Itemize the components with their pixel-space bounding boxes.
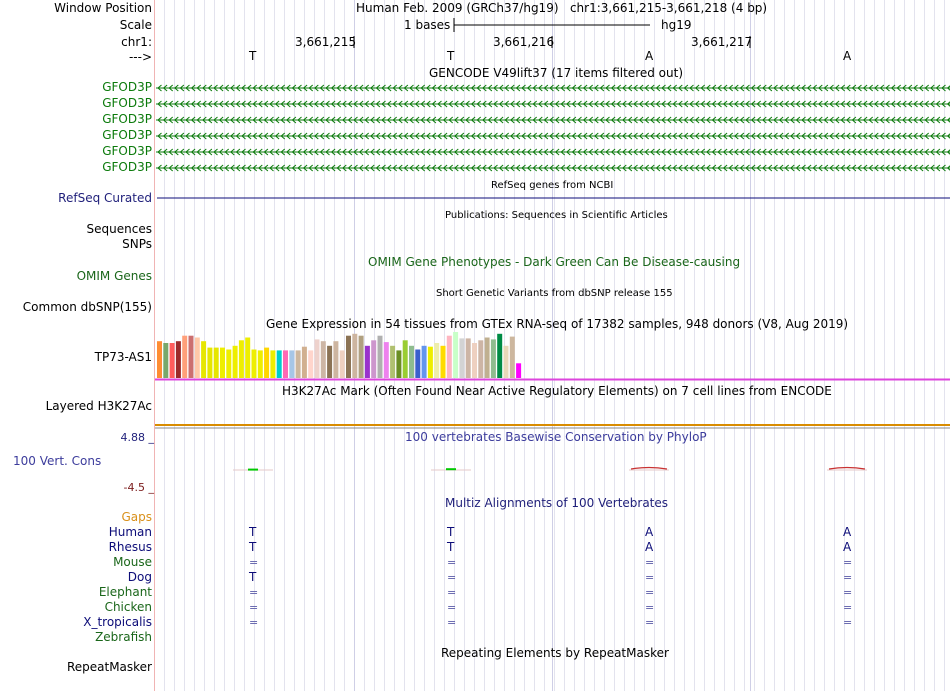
gtex-tissue-bar: [510, 337, 515, 378]
gtex-tissue-bar: [277, 350, 282, 378]
gtex-tissue-bar: [239, 340, 244, 378]
gtex-tissue-bar: [195, 338, 200, 379]
window-position-value: Human Feb. 2009 (GRCh37/hg19) chr1:3,661,215-3,661,218 (4 bp): [356, 1, 768, 15]
phylop-label[interactable]: 100 Vert. Cons: [13, 454, 102, 468]
phylop-ymax: 4.88 _: [120, 431, 154, 444]
alignment-base: =: [249, 586, 259, 599]
gtex-tissue-bar: [245, 338, 250, 379]
phylop-title[interactable]: 100 vertebrates Basewise Conservation by PhyloP: [405, 430, 707, 444]
gencode-transcript[interactable]: [155, 115, 950, 125]
chrom-label: chr1:: [121, 35, 152, 49]
refseq-label[interactable]: RefSeq Curated: [58, 191, 152, 205]
scale-value: 1 bases: [404, 18, 451, 32]
alignment-base: T: [249, 570, 257, 584]
gtex-tissue-bar: [233, 346, 238, 378]
alignment-base: A: [843, 540, 852, 554]
gtex-title[interactable]: Gene Expression in 54 tissues from GTEx RNA-seq of 17382 samples, 948 donors (V8, Aug 2019): [266, 317, 849, 331]
alignment-base: =: [843, 616, 853, 629]
gtex-tissue-bar: [504, 346, 509, 378]
phylop-plot[interactable]: [155, 448, 950, 488]
position-tick-1: 3,661,215: [295, 35, 357, 49]
gencode-item-label[interactable]: GFOD3P: [102, 96, 152, 110]
omim-title[interactable]: OMIM Gene Phenotypes - Dark Green Can Be Disease-causing: [368, 255, 741, 269]
gtex-tissue-bar: [207, 348, 212, 378]
gtex-tissue-bar: [365, 346, 370, 378]
alignment-base: =: [645, 586, 655, 599]
species-label[interactable]: Elephant: [98, 585, 152, 599]
dbsnp-title[interactable]: Short Genetic Variants from dbSNP release 155: [436, 288, 673, 299]
gtex-tissue-bar: [359, 336, 364, 378]
species-label[interactable]: Dog: [127, 570, 152, 584]
alignment-base: =: [843, 586, 853, 599]
alignment-base: A: [645, 525, 654, 539]
gaps-label[interactable]: Gaps: [121, 510, 152, 524]
alignment-base: =: [447, 586, 457, 599]
gencode-item-label[interactable]: GFOD3P: [102, 128, 152, 142]
gencode-item-label[interactable]: GFOD3P: [102, 160, 152, 174]
alignment-base: =: [843, 571, 853, 584]
gtex-tissue-bar: [264, 348, 269, 378]
gtex-tissue-bar: [252, 350, 257, 379]
phylop-score-mark: [829, 468, 865, 470]
alignment-base: T: [447, 540, 455, 554]
scale-bar: [450, 15, 650, 35]
gencode-transcript[interactable]: [155, 131, 950, 141]
gtex-tissue-bar: [390, 346, 395, 378]
gtex-tissue-bar: [176, 341, 181, 378]
gtex-tissue-bar: [497, 334, 502, 378]
gtex-tissue-bar: [226, 350, 231, 379]
species-label[interactable]: Chicken: [104, 600, 152, 614]
snps-label[interactable]: SNPs: [122, 237, 152, 251]
gtex-tissue-bar: [308, 350, 313, 378]
gtex-tissue-bar: [396, 350, 401, 378]
alignment-base: =: [843, 556, 853, 569]
gtex-tissue-bar: [296, 350, 301, 378]
species-label[interactable]: Human: [108, 525, 152, 539]
phylop-ymin: -4.5 _: [123, 481, 154, 494]
gtex-tissue-bar: [491, 339, 496, 378]
alignment-base: A: [843, 525, 852, 539]
gtex-tissue-bar: [516, 363, 521, 378]
phylop-score-mark: [446, 468, 456, 470]
alignment-base: =: [843, 601, 853, 614]
gencode-transcript[interactable]: [155, 147, 950, 157]
alignment-base: =: [447, 571, 457, 584]
alignment-base: =: [645, 571, 655, 584]
ruler-base-3: A: [645, 49, 654, 63]
gtex-tissue-bar: [170, 343, 175, 378]
species-label[interactable]: Mouse: [113, 555, 152, 569]
alignment-base: =: [645, 601, 655, 614]
gencode-item-label[interactable]: GFOD3P: [102, 144, 152, 158]
position-tick-3: 3,661,217: [691, 35, 753, 49]
gtex-tissue-bar: [472, 343, 477, 378]
alignment-base: =: [447, 601, 457, 614]
gtex-tissue-bar: [441, 346, 446, 378]
phylop-score-mark: [248, 469, 258, 471]
omim-label[interactable]: OMIM Genes: [76, 269, 152, 283]
alignment-base: T: [447, 525, 455, 539]
gtex-tissue-bar: [340, 350, 345, 378]
species-label[interactable]: X_tropicalis: [83, 615, 152, 629]
gtex-tissue-bar: [422, 346, 427, 378]
alignment-base: =: [447, 556, 457, 569]
multiz-title[interactable]: Multiz Alignments of 100 Vertebrates: [445, 496, 669, 510]
gtex-tissue-bar: [157, 341, 162, 378]
gtex-tissue-bar: [485, 338, 490, 379]
gtex-tissue-bar: [466, 338, 471, 378]
h3k27ac-title[interactable]: H3K27Ac Mark (Often Found Near Active Regulatory Elements) on 7 cell lines from ENCODE: [282, 384, 832, 398]
alignment-base: =: [645, 616, 655, 629]
gtex-tissue-bar: [384, 342, 389, 378]
gencode-item-label[interactable]: GFOD3P: [102, 80, 152, 94]
alignment-base: =: [249, 556, 259, 569]
strand-label: --->: [128, 50, 152, 64]
gtex-tissue-bar: [283, 350, 288, 378]
gtex-tissue-bar: [302, 347, 307, 378]
publications-title[interactable]: Publications: Sequences in Scientific Articles: [445, 210, 668, 221]
position-tick-2: 3,661,216: [493, 35, 555, 49]
gtex-tissue-bar: [182, 336, 187, 378]
ruler-base-1: T: [249, 49, 257, 63]
species-label[interactable]: Zebrafish: [95, 630, 152, 644]
gtex-tissue-bar: [403, 340, 408, 378]
alignment-base: =: [249, 601, 259, 614]
gtex-tissue-bar: [163, 343, 168, 378]
gtex-tissue-bar: [333, 341, 338, 378]
publications-label[interactable]: Sequences: [86, 222, 152, 236]
ruler-base-2: T: [447, 49, 455, 63]
refseq-title[interactable]: RefSeq genes from NCBI: [491, 180, 614, 191]
gtex-tissue-bar: [434, 343, 439, 378]
gtex-tissue-bar: [447, 336, 452, 378]
alignment-base: =: [447, 616, 457, 629]
gtex-tissue-bar: [478, 340, 483, 378]
gtex-tissue-bar: [270, 350, 275, 378]
ruler-base-4: A: [843, 49, 852, 63]
alignment-base: T: [249, 525, 257, 539]
gtex-tissue-bar: [321, 341, 326, 378]
gtex-tissue-bar: [327, 346, 332, 378]
gtex-tissue-bar: [371, 340, 376, 378]
species-label[interactable]: Rhesus: [108, 540, 152, 554]
gtex-tissue-bar: [352, 334, 357, 378]
window-position-label: Window Position: [54, 1, 152, 15]
gtex-tissue-bar: [258, 350, 263, 378]
alignment-base: =: [249, 616, 259, 629]
gencode-transcript[interactable]: [155, 99, 950, 109]
h3k27ac-label[interactable]: Layered H3K27Ac: [45, 399, 152, 413]
gtex-bar-chart[interactable]: [155, 332, 555, 384]
gtex-tissue-bar: [315, 339, 320, 378]
gtex-tissue-bar: [214, 348, 219, 378]
phylop-score-mark: [631, 468, 667, 470]
refseq-gene-line[interactable]: [155, 197, 950, 201]
gtex-tissue-bar: [428, 347, 433, 378]
repeatmasker-title[interactable]: Repeating Elements by RepeatMasker: [441, 646, 669, 660]
gtex-baseline: [155, 378, 950, 382]
alignment-base: =: [645, 556, 655, 569]
gtex-tissue-bar: [415, 350, 420, 379]
gtex-tissue-bar: [409, 346, 414, 378]
scale-label: Scale: [119, 18, 152, 32]
gtex-label[interactable]: TP73-AS1: [94, 350, 152, 364]
alignment-base: T: [249, 540, 257, 554]
scale-db: hg19: [661, 18, 692, 32]
gtex-tissue-bar: [289, 350, 294, 378]
repeatmasker-label[interactable]: RepeatMasker: [66, 660, 152, 674]
gtex-tissue-bar: [201, 341, 206, 378]
gtex-tissue-bar: [459, 338, 464, 378]
gtex-tissue-bar: [220, 348, 225, 378]
gtex-tissue-bar: [189, 336, 194, 378]
gencode-transcript[interactable]: [155, 83, 950, 93]
gencode-title[interactable]: GENCODE V49lift37 (17 items filtered out): [429, 66, 684, 80]
dbsnp-label[interactable]: Common dbSNP(155): [22, 300, 152, 314]
gtex-tissue-bar: [453, 332, 458, 378]
gencode-item-label[interactable]: GFOD3P: [102, 112, 152, 126]
gtex-tissue-bar: [378, 336, 383, 378]
gencode-transcript[interactable]: [155, 163, 950, 173]
gtex-tissue-bar: [346, 336, 351, 378]
alignment-base: A: [645, 540, 654, 554]
